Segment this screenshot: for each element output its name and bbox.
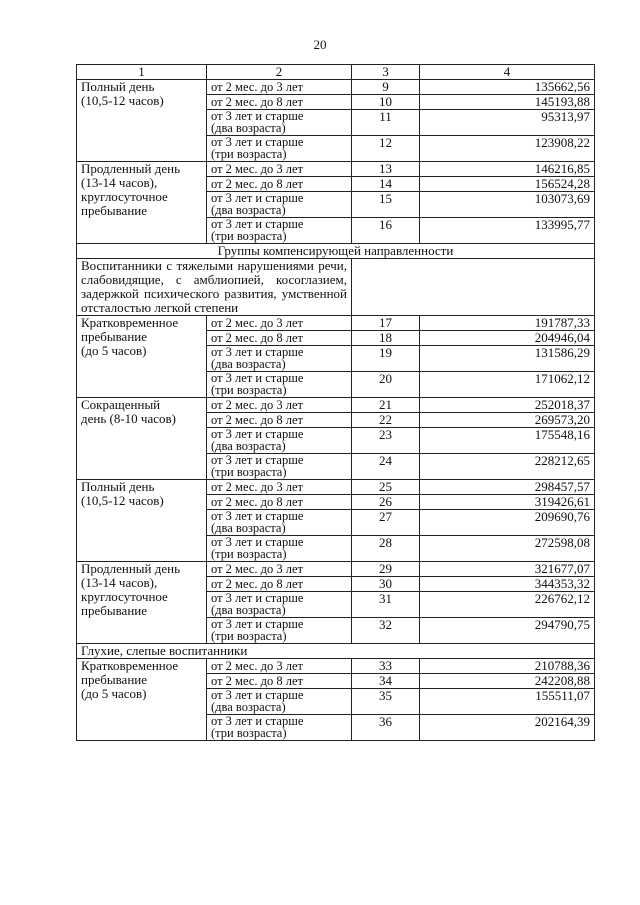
tariff-table [76,64,595,741]
section-row [77,244,595,259]
row-number-cell: 11 [352,110,420,136]
age-group-cell: от 2 мес. до 3 лет [207,562,352,577]
category-label-line: Полный день [81,79,155,94]
row-number-cell: 23 [352,428,420,454]
line: от 3 лет и старше [211,617,304,631]
row-number-cell: 14 [352,177,420,192]
table-row [77,659,595,674]
category-label-line: Сокращенный [81,397,161,412]
category-label-line: день (8-10 часов) [81,411,176,426]
line: (три возраста) [211,629,287,643]
amount-cell: 146216,85 [420,162,595,177]
category-label-line: пребывание [81,203,147,218]
line: (два возраста) [211,357,286,371]
row-number-cell: 24 [352,454,420,480]
row-number-cell: 33 [352,659,420,674]
category-label-line: Кратковременное [81,658,179,673]
empty-cell [352,259,595,316]
age-group-cell [207,428,352,454]
category-label-line: (до 5 часов) [81,686,147,701]
amount-cell: 191787,33 [420,316,595,331]
line: от 3 лет и старше [211,371,304,385]
col-header-4: 4 [420,65,595,80]
age-group-cell: от 2 мес. до 3 лет [207,398,352,413]
age-group-cell: от 2 мес. до 8 лет [207,413,352,428]
age-group-cell: от 2 мес. до 8 лет [207,674,352,689]
category-label-line: (13-14 часов), [81,175,158,190]
age-group-cell: от 2 мес. до 3 лет [207,80,352,95]
amount-cell: 171062,12 [420,372,595,398]
row-number-cell: 15 [352,192,420,218]
amount-cell: 155511,07 [420,689,595,715]
age-group-cell: от 2 мес. до 8 лет [207,177,352,192]
col-header-1: 1 [77,65,207,80]
category-label-line: пребывание [81,603,147,618]
line: (два возраста) [211,121,286,135]
age-group-cell: от 2 мес. до 3 лет [207,162,352,177]
header-row [77,65,595,80]
category-label-line: пребывание [81,672,147,687]
age-group-cell [207,618,352,644]
category-cell [77,162,207,244]
category-label-line: Кратковременное [81,315,179,330]
amount-cell: 202164,39 [420,715,595,741]
col-header-2: 2 [207,65,352,80]
group-title: Воспитанники с тяжелыми нарушениями речи, слабовидящие, с амблиопией, косоглазием, задержкой психического развития, умственной отсталостью легкой степени [77,259,352,316]
group-row [77,259,595,316]
amount-cell: 133995,77 [420,218,595,244]
age-group-cell [207,218,352,244]
amount-cell: 298457,57 [420,480,595,495]
row-number-cell: 16 [352,218,420,244]
amount-cell: 319426,61 [420,495,595,510]
category-cell [77,480,207,562]
amount-cell: 321677,07 [420,562,595,577]
category-label-line: круглосуточное [81,589,168,604]
category-cell [77,316,207,398]
amount-cell: 209690,76 [420,510,595,536]
category-label-line: (до 5 часов) [81,343,147,358]
category-cell [77,398,207,480]
category-label-line: круглосуточное [81,189,168,204]
category-label-line: Продленный день [81,561,181,576]
age-group-cell: от 2 мес. до 8 лет [207,495,352,510]
group-title: Глухие, слепые воспитанники [77,644,595,659]
amount-cell: 135662,56 [420,80,595,95]
amount-cell: 131586,29 [420,346,595,372]
category-cell [77,562,207,644]
col-header-3: 3 [352,65,420,80]
age-group-cell: от 2 мес. до 3 лет [207,480,352,495]
row-number-cell: 9 [352,80,420,95]
row-number-cell: 19 [352,346,420,372]
row-number-cell: 34 [352,674,420,689]
age-group-cell [207,715,352,741]
amount-cell: 252018,37 [420,398,595,413]
line: от 3 лет и старше [211,109,304,123]
amount-cell: 95313,97 [420,110,595,136]
age-group-cell [207,454,352,480]
row-number-cell: 25 [352,480,420,495]
row-number-cell: 31 [352,592,420,618]
line: от 3 лет и старше [211,427,304,441]
amount-cell: 269573,20 [420,413,595,428]
line: от 3 лет и старше [211,714,304,728]
age-group-cell [207,346,352,372]
age-group-cell: от 2 мес. до 8 лет [207,577,352,592]
amount-cell: 103073,69 [420,192,595,218]
amount-cell: 272598,08 [420,536,595,562]
category-cell [77,659,207,741]
category-label-line: Полный день [81,479,155,494]
age-group-cell [207,689,352,715]
amount-cell: 344353,32 [420,577,595,592]
line: от 3 лет и старше [211,217,304,231]
table-row [77,562,595,577]
line: (три возраста) [211,547,287,561]
line: (два возраста) [211,700,286,714]
age-group-cell [207,110,352,136]
row-number-cell: 22 [352,413,420,428]
category-label-line: (10,5-12 часов) [81,493,164,508]
amount-cell: 145193,88 [420,95,595,110]
line: от 3 лет и старше [211,535,304,549]
category-cell [77,80,207,162]
table-row [77,480,595,495]
row-number-cell: 10 [352,95,420,110]
row-number-cell: 35 [352,689,420,715]
amount-cell: 226762,12 [420,592,595,618]
age-group-cell: от 2 мес. до 8 лет [207,95,352,110]
row-number-cell: 32 [352,618,420,644]
row-number-cell: 20 [352,372,420,398]
table-row [77,398,595,413]
row-number-cell: 17 [352,316,420,331]
category-label-line: (10,5-12 часов) [81,93,164,108]
line: от 3 лет и старше [211,453,304,467]
line: от 3 лет и старше [211,345,304,359]
line: от 3 лет и старше [211,591,304,605]
line: (три возраста) [211,229,287,243]
amount-cell: 175548,16 [420,428,595,454]
amount-cell: 228212,65 [420,454,595,480]
line: от 3 лет и старше [211,509,304,523]
category-label-line: пребывание [81,329,147,344]
line: (два возраста) [211,603,286,617]
age-group-cell [207,192,352,218]
line: (три возраста) [211,383,287,397]
line: от 3 лет и старше [211,688,304,702]
line: (три возраста) [211,726,287,740]
amount-cell: 210788,36 [420,659,595,674]
row-number-cell: 26 [352,495,420,510]
row-number-cell: 21 [352,398,420,413]
row-number-cell: 13 [352,162,420,177]
line: (два возраста) [211,203,286,217]
age-group-cell [207,136,352,162]
line: от 3 лет и старше [211,191,304,205]
row-number-cell: 18 [352,331,420,346]
row-number-cell: 29 [352,562,420,577]
row-number-cell: 36 [352,715,420,741]
page-number: 20 [313,37,327,52]
amount-cell: 156524,28 [420,177,595,192]
row-number-cell: 28 [352,536,420,562]
table-body [77,80,595,741]
category-label-line: Продленный день [81,161,181,176]
row-number-cell: 12 [352,136,420,162]
line: (два возраста) [211,521,286,535]
age-group-cell [207,372,352,398]
table-row [77,80,595,95]
table-row [77,162,595,177]
table-row [77,316,595,331]
line: от 3 лет и старше [211,135,304,149]
line: (три возраста) [211,465,287,479]
group-row [77,644,595,659]
amount-cell: 123908,22 [420,136,595,162]
age-group-cell: от 2 мес. до 8 лет [207,331,352,346]
line: (три возраста) [211,147,287,161]
age-group-cell [207,592,352,618]
age-group-cell [207,536,352,562]
age-group-cell [207,510,352,536]
category-label-line: (13-14 часов), [81,575,158,590]
section-title: Группы компенсирующей направленности [77,244,595,259]
row-number-cell: 30 [352,577,420,592]
amount-cell: 242208,88 [420,674,595,689]
age-group-cell: от 2 мес. до 3 лет [207,659,352,674]
line: (два возраста) [211,439,286,453]
amount-cell: 294790,75 [420,618,595,644]
row-number-cell: 27 [352,510,420,536]
amount-cell: 204946,04 [420,331,595,346]
age-group-cell: от 2 мес. до 3 лет [207,316,352,331]
